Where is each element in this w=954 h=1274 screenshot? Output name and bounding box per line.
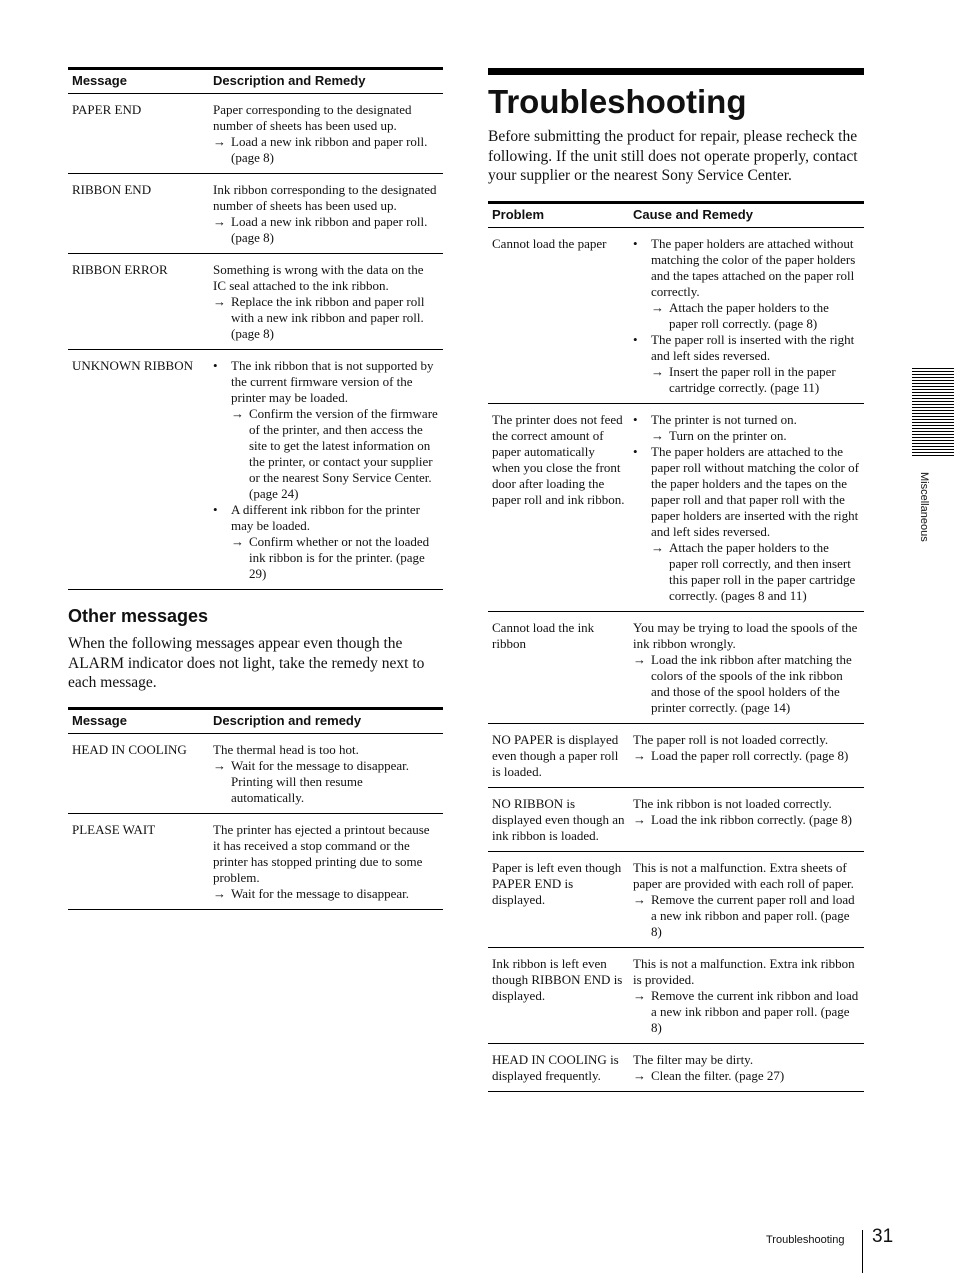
other-messages-text: When the following messages appear even though the ALARM indicator does not light, take the remedy next to each message. [68,635,425,691]
description-text: Something is wrong with the data on the IC seal attached to the ink ribbon. [213,262,424,293]
row-label: Cannot load the ink ribbon [488,612,629,724]
table-row [68,734,443,814]
remedy-text: → Load the ink ribbon after matching the colors of the spools of the ink ribbon and those of the spool holders of the printer correctly. (page 14) [633,652,852,715]
remedy-text: → Replace the ink ribbon and paper roll with a new ink ribbon and paper roll. (page 8) [213,294,425,341]
section-thumb-tab [912,368,954,458]
description-text: The filter may be dirty. [633,1052,754,1067]
footer-divider [862,1230,863,1273]
row-label: The printer does not feed the correct amount of paper automatically when you close the front door after loading the paper roll and ink ribbon. [488,404,629,612]
table-row [488,612,864,724]
table-row [68,94,443,174]
row-description [629,948,864,1044]
remedy-text: → Confirm the version of the firmware of the printer, and then access the site to get the latest information on the printer, or contact your supplier or the nearest Sony Service Center. (page 24) [231,406,438,501]
arrow-icon: → [231,534,244,549]
column-header-message: Message [68,709,209,734]
table-header-row [488,203,864,228]
description-text: This is not a malfunction. Extra ink ribbon is provided. [633,956,855,987]
table-row [68,174,443,254]
row-label: RIBBON END [68,174,209,254]
row-description [629,228,864,404]
table-row [488,1044,864,1092]
bullet-item: • A different ink ribbon for the printer may be loaded. → Confirm whether or not the loaded ink ribbon is for the printer. (page 29) [213,502,439,582]
remedy-text: → Wait for the message to disappear. [213,886,410,901]
row-description [209,94,443,174]
row-label: Cannot load the paper [488,228,629,404]
row-description [629,404,864,612]
row-description [629,788,864,852]
remedy-text: → Attach the paper holders to the paper roll correctly. (page 8) [651,300,829,331]
bullet-icon: • [633,444,638,459]
intro-paragraph: Before submitting the product for repair, please recheck the following. If the unit still does not operate properly, contact your supplier or the nearest Sony Service Center. [488,128,858,184]
arrow-icon: → [633,1068,646,1083]
bullet-icon: • [633,412,638,427]
row-description [209,734,443,814]
row-description [629,1044,864,1092]
remedy-text: → Insert the paper roll in the paper cartridge correctly. (page 11) [651,364,836,395]
table-row [488,852,864,948]
section-side-label: Miscellaneous [918,472,930,542]
remedy-text: → Remove the current ink ribbon and load a new ink ribbon and paper roll. (page 8) [633,988,859,1035]
column-header-cause: Cause and Remedy [629,203,864,228]
row-label: HEAD IN COOLING is displayed frequently. [488,1044,629,1092]
row-label: HEAD IN COOLING [68,734,209,814]
row-label: PLEASE WAIT [68,814,209,910]
bullet-item: • The paper holders are attached without matching the color of the paper holders and the tapes attached on the paper roll correctly. → Attach the paper holders to the paper roll correctly. (page 8) [633,236,860,332]
remedy-text: → Clean the filter. (page 27) [633,1068,785,1083]
row-description [209,814,443,910]
bullet-item: • The ink ribbon that is not supported by the current firmware version of the printer may be loaded. → Confirm the version of the firmware of the printer, and then access the site to get the latest information on the printer, or contact your supplier or the nearest Sony Service Center. (page 24) [213,358,438,501]
description-text: This is not a malfunction. Extra sheets of paper are provided with each roll of paper. [633,860,854,891]
arrow-icon: → [651,540,664,555]
arrow-icon: → [213,758,226,773]
table-row [68,254,443,350]
description-text: The paper roll is not loaded correctly. [633,732,829,747]
arrow-icon: → [213,886,226,901]
table-row [488,724,864,788]
arrow-icon: → [633,988,646,1003]
other-messages-heading: Other messages [68,606,209,626]
description-text: The printer has ejected a printout because it has received a stop command or the printer has stopped printing due to some problem. [213,822,430,885]
arrow-icon: → [651,428,664,443]
table-row [68,350,443,590]
bullet-item: • The paper holders are attached to the paper roll without matching the color of the paper holders and the tapes on the paper roll and that paper roll with the paper holders are inserted with the right and left sides reversed. → Attach the paper holders to the paper roll correctly, and then insert this paper roll in the paper cartridge correctly. (pages 8 and 11) [633,444,859,603]
row-description [629,724,864,788]
arrow-icon: → [633,892,646,907]
arrow-icon: → [231,406,244,421]
page-number: 31 [872,1226,894,1247]
row-label: NO PAPER is displayed even though a paper roll is loaded. [488,724,629,788]
table-row [488,948,864,1044]
column-header-message: Message [68,69,209,94]
footer-section-name: Troubleshooting [766,1234,845,1246]
page-title: Troubleshooting [488,68,864,124]
other-messages-table [68,707,443,910]
row-label: NO RIBBON is displayed even though an ink ribbon is loaded. [488,788,629,852]
table-header-row [68,69,443,94]
arrow-icon: → [651,364,664,379]
description-text: The thermal head is too hot. [213,742,359,757]
table-row [488,228,864,404]
row-description [629,852,864,948]
table-row [488,404,864,612]
problem-table [488,201,864,1092]
arrow-icon: → [213,294,226,309]
remedy-text: → Wait for the message to disappear. Printing will then resume automatically. [213,758,410,805]
row-label: Paper is left even though PAPER END is displayed. [488,852,629,948]
column-header-description: Description and remedy [209,709,443,734]
row-description [209,254,443,350]
error-table-body [68,94,443,590]
bullet-icon: • [633,236,638,251]
arrow-icon: → [651,300,664,315]
problem-table-body [488,228,864,1092]
other-table-body [68,734,443,910]
description-text: The ink ribbon is not loaded correctly. [633,796,832,811]
row-label: UNKNOWN RIBBON [68,350,209,590]
remedy-text: → Turn on the printer on. [651,428,787,443]
error-message-table [68,67,443,590]
row-description [209,350,443,590]
column-header-description: Description and Remedy [209,69,443,94]
column-header-problem: Problem [488,203,629,228]
remedy-text: → Attach the paper holders to the paper roll correctly, and then insert this paper roll in the paper cartridge correctly. (pages 8 and 11) [651,540,856,603]
bullet-icon: • [213,502,218,517]
bullet-icon: • [633,332,638,347]
description-text: Paper corresponding to the designated number of sheets has been used up. [213,102,412,133]
table-row [488,788,864,852]
arrow-icon: → [633,748,646,763]
row-label: Ink ribbon is left even though RIBBON END is displayed. [488,948,629,1044]
arrow-icon: → [213,214,226,229]
row-label: PAPER END [68,94,209,174]
table-header-row [68,709,443,734]
row-label: RIBBON ERROR [68,254,209,350]
remedy-text: → Load a new ink ribbon and paper roll. (page 8) [213,134,428,165]
row-description [629,612,864,724]
remedy-text: → Confirm whether or not the loaded ink ribbon is for the printer. (page 29) [231,534,430,581]
bullet-item: • The printer is not turned on. → Turn on the printer on. [633,412,860,444]
arrow-icon: → [633,652,646,667]
table-row [68,814,443,910]
remedy-text: → Load the ink ribbon correctly. (page 8) [633,812,852,827]
remedy-text: → Load a new ink ribbon and paper roll. (page 8) [213,214,428,245]
bullet-item: • The paper roll is inserted with the right and left sides reversed. → Insert the paper roll in the paper cartridge correctly. (page 11) [633,332,860,396]
remedy-text: → Remove the current paper roll and load a new ink ribbon and paper roll. (page 8) [633,892,855,939]
arrow-icon: → [633,812,646,827]
arrow-icon: → [213,134,226,149]
row-description [209,174,443,254]
remedy-text: → Load the paper roll correctly. (page 8) [633,748,849,763]
description-text: Ink ribbon corresponding to the designated number of sheets has been used up. [213,182,437,213]
description-text: You may be trying to load the spools of the ink ribbon wrongly. [633,620,858,651]
bullet-icon: • [213,358,218,373]
